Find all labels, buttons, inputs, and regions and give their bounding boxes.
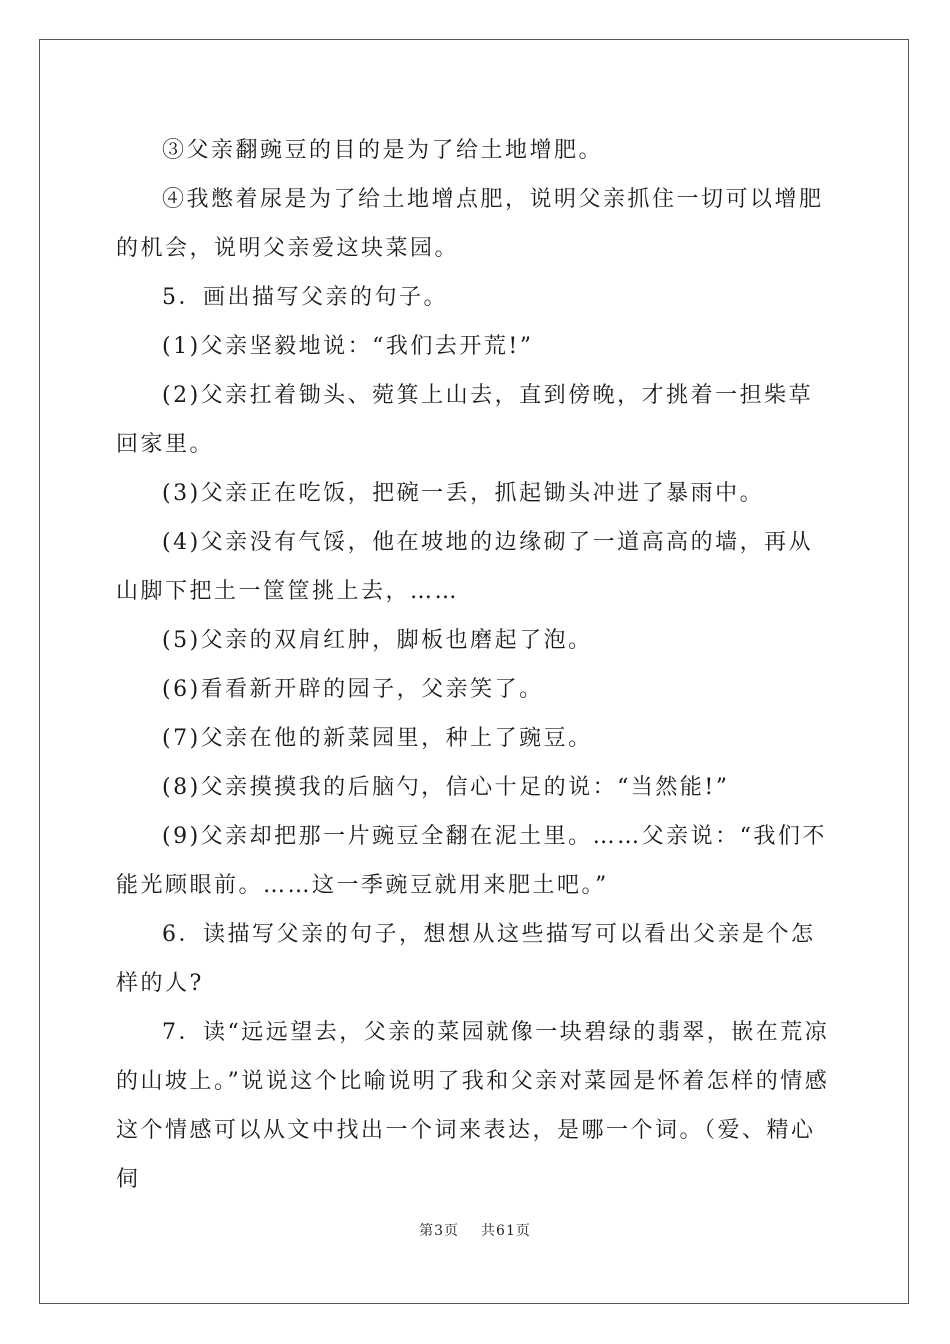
page-footer <box>0 1220 950 1240</box>
paragraph: (7)父亲在他的新菜园里，种上了豌豆。 <box>162 726 593 751</box>
document-body <box>116 126 836 1204</box>
question-heading: 6．读描写父亲的句子，想想从这些描写可以看出父亲是个怎样的人? <box>116 922 816 996</box>
paragraph: (5)父亲的双肩红肿，脚板也磨起了泡。 <box>162 628 593 653</box>
question-heading: 5．画出描写父亲的句子。 <box>162 285 448 310</box>
paragraph: (1)父亲坚毅地说：“我们去开荒!” <box>162 334 534 359</box>
paragraph: ④我憋着尿是为了给土地增点肥，说明父亲抓住一切可以增肥的机会，说明父亲爱这块菜园。 <box>116 187 824 261</box>
paragraph: (2)父亲扛着锄头、菀箕上山去，直到傍晚，才挑着一担柴草回家里。 <box>116 383 814 457</box>
question-heading: 7．读“远远望去，父亲的菜园就像一块碧绿的翡翠，嵌在荒凉的山坡上。”说说这个比喻说明了我和父亲对菜园是怀着怎样的情感这个情感可以从文中找出一个词来表达，是哪一个词。（爱、精心伺 <box>116 1020 830 1192</box>
paragraph: ③父亲翻豌豆的目的是为了给土地增肥。 <box>162 138 604 163</box>
page-number: 第3页 <box>419 1223 460 1239</box>
paragraph: (9)父亲却把那一片豌豆全翻在泥土里。……父亲说：“我们不能光顾眼前。……这一季豌豆就用来肥土吧。” <box>116 824 827 898</box>
paragraph: (3)父亲正在吃饭，把碗一丢，抓起锄头冲进了暴雨中。 <box>162 481 765 506</box>
paragraph: (4)父亲没有气馁，他在坡地的边缘砌了一道高高的墙，再从山脚下把土一筐筐挑上去，…… <box>116 530 814 604</box>
paragraph: (8)父亲摸摸我的后脑勺，信心十足的说：“当然能!” <box>162 775 730 800</box>
paragraph: (6)看看新开辟的园子，父亲笑了。 <box>162 677 544 702</box>
page-total: 共61页 <box>481 1223 531 1239</box>
